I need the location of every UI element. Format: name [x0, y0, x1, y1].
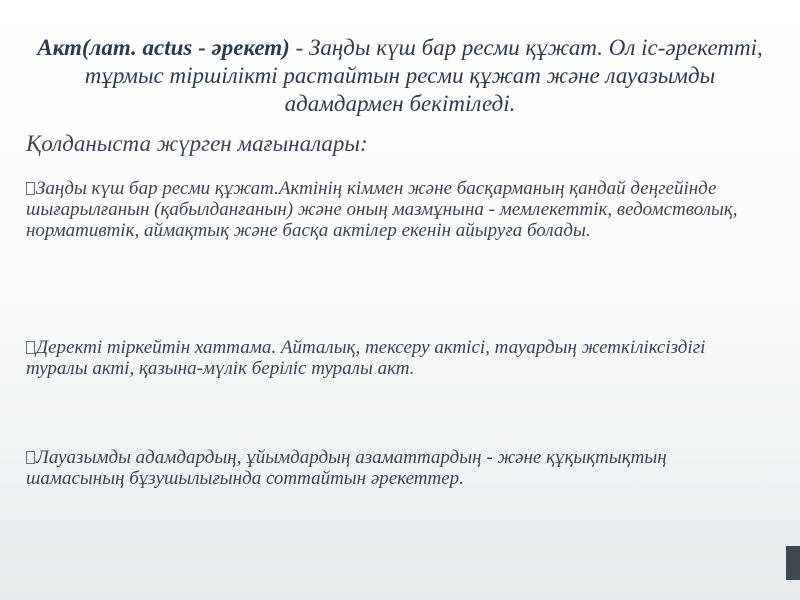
list-item [26, 337, 761, 379]
list-item-text: Деректі тіркейтін хаттама. Айталық, тексеру актісі, тауардың жеткіліксіздігі туралы акті, қазына-мүлік беріліс туралы акт. [26, 337, 706, 379]
list-item-text: Заңды күш бар ресми құжат.Актінің кіммен және басқарманың қандай деңгейінде шығарылғанын (қабылданғанын) және оның мазмұнына - мемлекеттік, ведомстволық, нормативтік, аймақтық және басқа актілер екенін айыруға болады. [26, 178, 738, 241]
corner-tab [786, 546, 800, 580]
title-definition: - Заңды күш бар ресми құжат. Ол іс-әрекетті, тұрмыс тіршілікті растайтын ресми құжат және лауазымды адамдармен бекітіледі. [84, 35, 763, 116]
bullet-box-icon [26, 341, 35, 354]
list-item-text: Лауазымды адамдардың, ұйымдардың азаматтардың - және құқықтықтың шамасының бұзушылығында соттайтын әрекеттер. [26, 447, 667, 489]
bullet-box-icon [26, 451, 35, 464]
bullet-box-icon [26, 182, 35, 195]
slide-title [28, 34, 772, 118]
subtitle: Қолданыста жүрген мағыналары: [26, 131, 368, 156]
list-item [26, 447, 761, 489]
title-term: Акт(лат. actus - әрекет) [37, 35, 290, 60]
list-item [26, 178, 761, 241]
